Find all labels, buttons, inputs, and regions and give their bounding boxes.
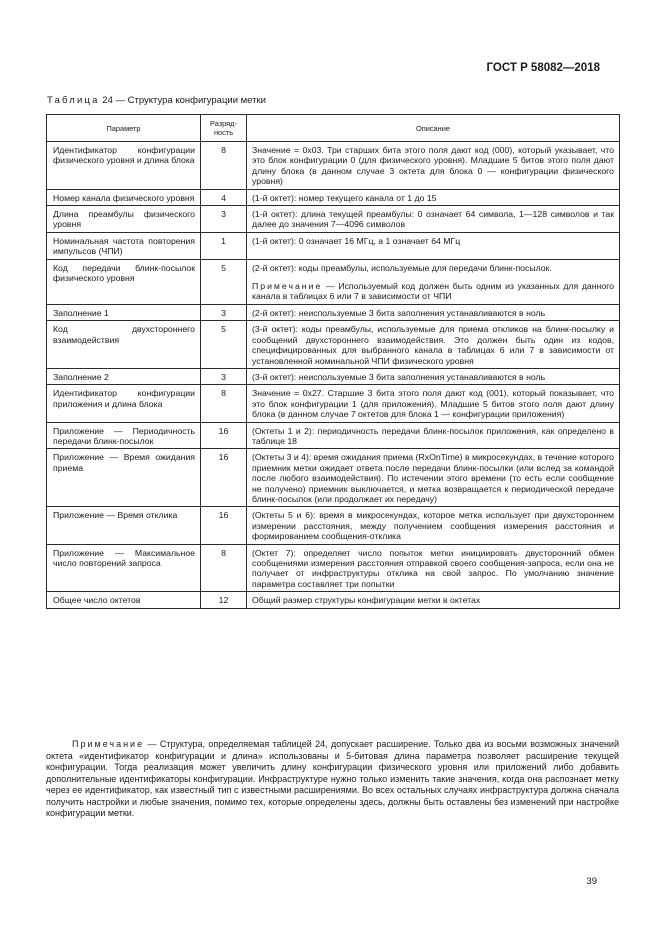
- footnote-label: Примечание: [72, 739, 145, 749]
- cell-parameter: Приложение — Время отклика: [47, 507, 201, 544]
- cell-parameter: Общее число октетов: [47, 592, 201, 608]
- cell-description: (Октеты 5 и 6): время в микросекундах, которое метка использует при двухстороннем измерении расстояния, между получением сообщения измерения расстояния и формированием сообщения-отклика: [247, 507, 620, 544]
- table-header-row: [47, 115, 620, 142]
- cell-description: (Октет 7): определяет число попыток метки инициировать двусторонний обмен сообщениями измерения расстояния отправкой своего сообщения-запроса, если она не получает от инфраструктуры отклика на свой запрос. По умолчанию значение параметра составляет три попытки: [247, 544, 620, 592]
- cell-bit-width: 12: [201, 592, 247, 608]
- cell-bit-width: 8: [201, 142, 247, 190]
- cell-bit-width: 1: [201, 232, 247, 259]
- cell-parameter: Приложение — Максимальное число повторений запроса: [47, 544, 201, 592]
- cell-parameter: Код передачи блинк-посылок физического уровня: [47, 259, 201, 304]
- cell-bit-width: 3: [201, 304, 247, 320]
- cell-parameter: Номер канала физического уровня: [47, 189, 201, 205]
- cell-bit-width: 8: [201, 544, 247, 592]
- table-row: [47, 304, 620, 320]
- table-row: [47, 189, 620, 205]
- tag-configuration-table: [46, 114, 620, 609]
- cell-description: (3-й октет): коды преамбулы, используемые для приема откликов на блинк-посылку и сообщений двухстороннего взаимодействия. Это должен быть один из кодов, специфицированных для выбранного канала в таблицах 6 или 7 в зависимости от установленной номинальной ЧПИ физического уровня: [247, 321, 620, 369]
- table-footnote: [46, 739, 619, 820]
- cell-parameter: Длина преамбулы физического уровня: [47, 206, 201, 233]
- cell-description: (Октеты 1 и 2): периодичность передачи блинк-посылок приложения, как определено в таблице 18: [247, 422, 620, 449]
- cell-parameter: Код двухстороннего взаимодействия: [47, 321, 201, 369]
- cell-parameter: Идентификатор конфигурации физического уровня и длина блока: [47, 142, 201, 190]
- cell-parameter: Идентификатор конфигурации приложения и длина блока: [47, 385, 201, 422]
- column-header-parameter: Параметр: [47, 115, 201, 142]
- cell-bit-width: 5: [201, 259, 247, 304]
- note-text: — Используемый код должен быть одним из указанных для данного канала в таблицах 6 или 7 в зависимости от ЧПИ: [252, 281, 614, 302]
- cell-parameter: Заполнение 1: [47, 304, 201, 320]
- table-row: [47, 507, 620, 544]
- cell-bit-width: 3: [201, 368, 247, 384]
- table-row: [47, 206, 620, 233]
- table-row: [47, 544, 620, 592]
- cell-description: (2-й октет): неиспользуемые 3 бита заполнения устанавливаются в ноль: [247, 304, 620, 320]
- table-row: [47, 142, 620, 190]
- cell-bit-width: 5: [201, 321, 247, 369]
- cell-description: Общий размер структуры конфигурации метки в октетах: [247, 592, 620, 608]
- page-number: 39: [586, 876, 597, 887]
- table-row: [47, 449, 620, 507]
- cell-bit-width: 4: [201, 189, 247, 205]
- table-row: [47, 385, 620, 422]
- table-row: [47, 259, 620, 304]
- cell-description: (1-й октет): длина текущей преамбулы: 0 означает 64 символа, 1—128 символов и так далее до значения 7—4096 символов: [247, 206, 620, 233]
- column-header-description: Описание: [247, 115, 620, 142]
- note-label: Примечание: [252, 281, 323, 292]
- document-code: ГОСТ Р 58082—2018: [486, 62, 600, 74]
- cell-description: (Октеты 3 и 4): время ожидания приема (RxOnTime) в микросекундах, в течение которого приемник метки ожидает ответа после передачи блинк-посылки (или вслед за командой после любого взаимодействия). По истечении этого времени (то есть если сообщение не получено) приемник выключается, и метка возвращается к периодической передаче блинк-посылок (или продолжает их передачу): [247, 449, 620, 507]
- cell-bit-width: 3: [201, 206, 247, 233]
- description-text: (2-й октет): коды преамбулы, используемые для передачи блинк-посылок.: [252, 262, 552, 273]
- table-row: [47, 592, 620, 608]
- cell-description: [247, 259, 620, 304]
- cell-description: (3-й октет): неиспользуемые 3 бита заполнения устанавливаются в ноль: [247, 368, 620, 384]
- cell-parameter: Номинальная частота повторения импульсов (ЧПИ): [47, 232, 201, 259]
- cell-bit-width: 16: [201, 449, 247, 507]
- table-row: [47, 368, 620, 384]
- cell-bit-width: 16: [201, 422, 247, 449]
- table-row: [47, 321, 620, 369]
- column-header-bit-width: Разряд-ность: [201, 115, 247, 142]
- cell-description: Значение = 0x03. Три старших бита этого поля дают код (000), который указывает, что это блок конфигурации 0 (для физического уровня). Младшие 5 битов этого поля дают длину блока (в данном случае 3 октета для блока 0 — конфигурации физического уровня): [247, 142, 620, 190]
- cell-parameter: Приложение — Время ожидания приема: [47, 449, 201, 507]
- caption-label: Таблица: [47, 95, 100, 106]
- cell-description: Значение = 0x27. Старшие 3 бита этого поля дают код (001), который показывает, что это блок конфигурации 1 (для приложения). Младшие 5 битов этого поля дают длину блока (в данном случае 7 октетов для блока 1 — конфигурации приложения): [247, 385, 620, 422]
- footnote-text: — Структура, определяемая таблицей 24, допускает расширение. Только два из восьми возможных значений октета «идентификатор конфигурации и длина» использованы и 5-битовая длина параметра позволяет расширение текущей конфигурации. Тогда реализация может увеличить длину конфигурации физического уровня или приложений либо добавить дополнительные идентификаторы конфигурации. Инфраструктуре нужно только изменить такие значения, когда она распознает метку через ее идентификатор, как известный тип с известными расширениями. Во всех остальных случаях инфраструктура должна сначала получить настройки и любые значения, помимо тех, которые определены здесь, должны быть оставлены без изменений при настройке конфигурации метки.: [46, 739, 619, 818]
- cell-bit-width: 16: [201, 507, 247, 544]
- cell-parameter: Приложение — Периодичность передачи блинк-посылок: [47, 422, 201, 449]
- cell-note: [252, 276, 614, 302]
- cell-bit-width: 8: [201, 385, 247, 422]
- table-row: [47, 422, 620, 449]
- cell-parameter: Заполнение 2: [47, 368, 201, 384]
- cell-description: (1-й октет): номер текущего канала от 1 до 15: [247, 189, 620, 205]
- table-caption: [47, 95, 266, 106]
- caption-title: 24 — Структура конфигурации метки: [99, 95, 266, 106]
- table-row: [47, 232, 620, 259]
- cell-description: (1-й октет): 0 означает 16 МГц, а 1 означает 64 МГц: [247, 232, 620, 259]
